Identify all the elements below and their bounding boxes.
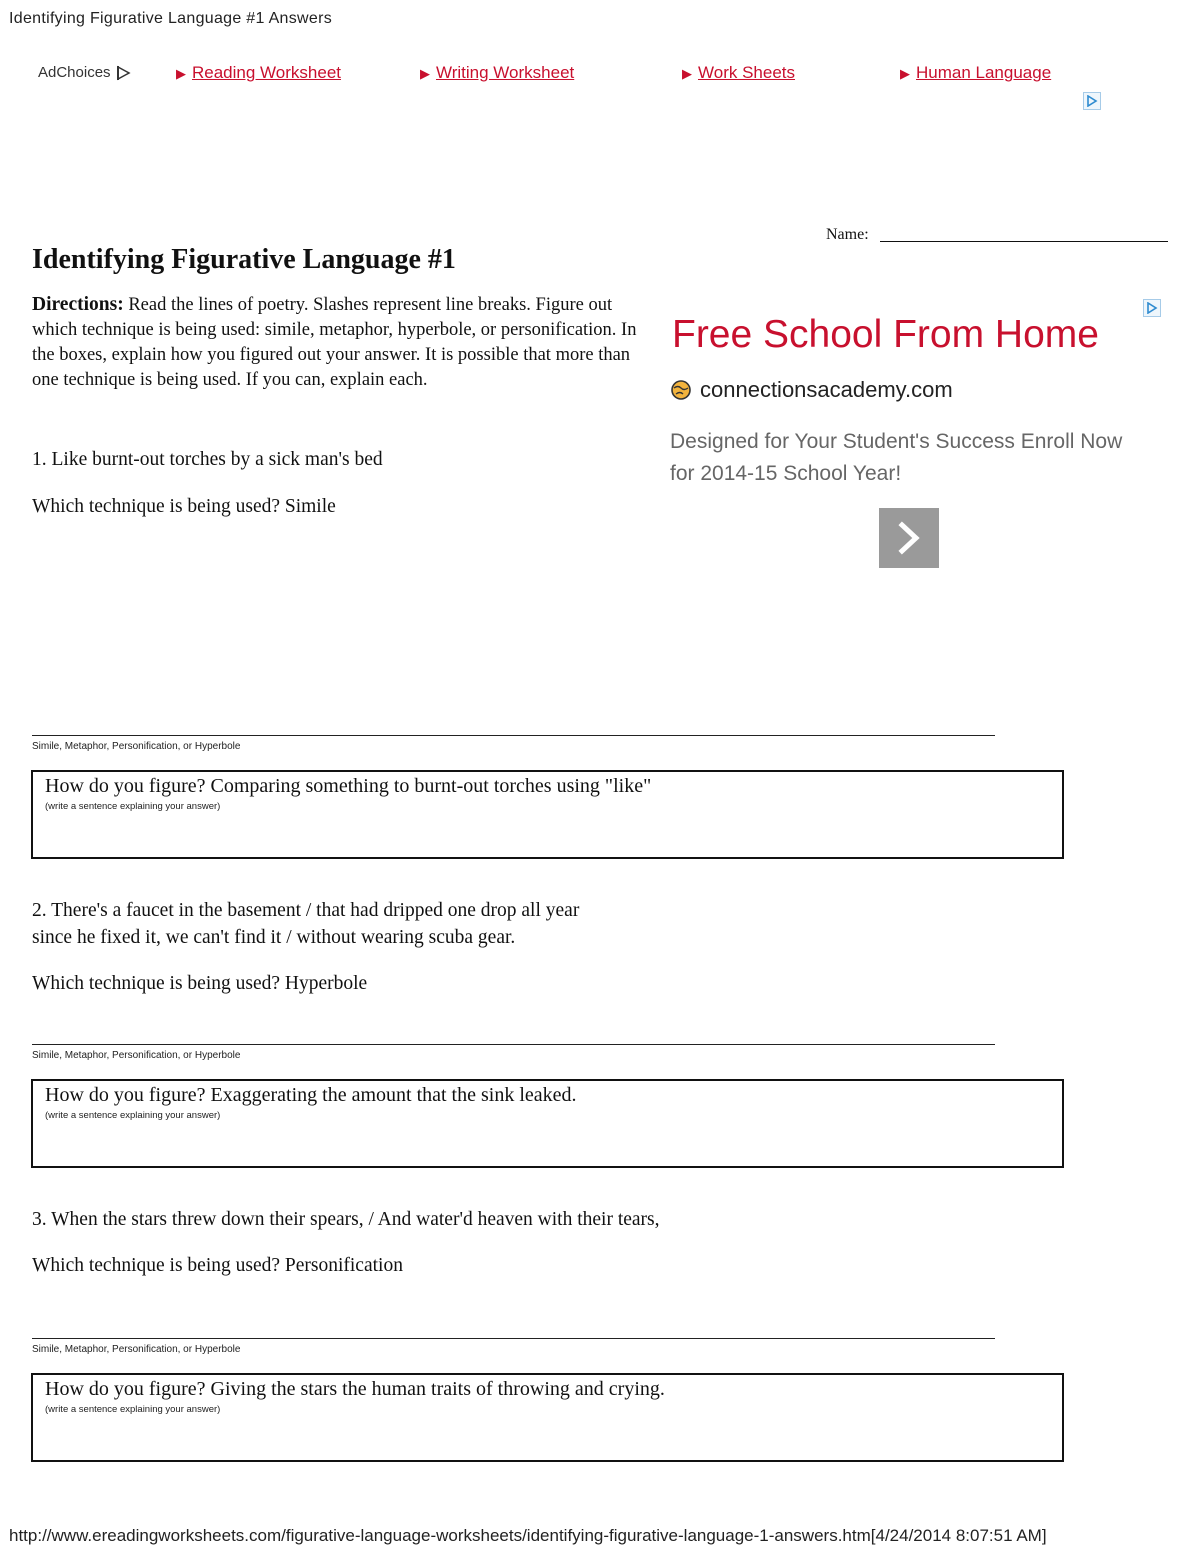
play-triangle-icon: ▶ [682, 66, 692, 81]
ad-link-reading-worksheet[interactable] [176, 63, 341, 83]
footer-url: http://www.ereadingworksheets.com/figurative-language-worksheets/identifying-figurative-language-1-answers.htm[4/24/2014 8:07:51 AM] [9, 1526, 1047, 1545]
answer-line[interactable] [32, 1044, 995, 1045]
ad-link-work-sheets[interactable] [682, 63, 795, 83]
answer-line[interactable] [32, 735, 995, 736]
explanation-text: How do you figure? Exaggerating the amount that the sink leaked. [45, 1084, 577, 1106]
explanation-hint: (write a sentence explaining your answer) [45, 801, 221, 812]
adchoices-icon[interactable] [1083, 92, 1101, 110]
play-triangle-icon: ▶ [900, 66, 910, 81]
explanation-hint: (write a sentence explaining your answer) [45, 1404, 221, 1415]
answer-line[interactable] [32, 1338, 995, 1339]
ad-link-label: Work Sheets [698, 63, 796, 82]
ad-link-human-language[interactable] [900, 63, 1051, 83]
directions [32, 292, 657, 393]
adchoices-label: AdChoices [38, 64, 111, 81]
directions-text: Read the lines of poetry. Slashes represent line breaks. Figure out which technique is being used: simile, metaphor, hyperbole, or personification. In the boxes, explain how you figured out your answer. It is possible that more than one technique is being used. If you can, explain each. [32, 295, 637, 390]
explanation-hint: (write a sentence explaining your answer) [45, 1110, 221, 1121]
question-2-text-line2: since he fixed it, we can't find it / without wearing scuba gear. [32, 927, 516, 948]
ad-description: Designed for Your Student's Success Enroll Now for 2014-15 School Year! [670, 430, 1123, 485]
adchoices-icon [115, 65, 131, 81]
question-1-text: 1. Like burnt-out torches by a sick man's bed [32, 449, 383, 470]
explanation-text: How do you figure? Giving the stars the human traits of throwing and crying. [45, 1378, 665, 1400]
explanation-box-2[interactable] [31, 1079, 1064, 1168]
ad-headline[interactable]: Free School From Home [672, 313, 1099, 356]
explanation-text: How do you figure? Comparing something to burnt-out torches using "like" [45, 775, 652, 797]
explanation-box-1[interactable] [31, 770, 1064, 859]
question-2-technique: Which technique is being used? Hyperbole [32, 973, 368, 994]
ad-link-label: Writing Worksheet [436, 63, 575, 82]
question-3-text: 3. When the stars threw down their spears, / And water'd heaven with their tears, [32, 1209, 660, 1230]
play-triangle-icon: ▶ [420, 66, 430, 81]
answer-caption: Simile, Metaphor, Personification, or Hyperbole [32, 741, 241, 752]
name-field[interactable] [880, 241, 1168, 242]
question-2-text: 2. There's a faucet in the basement / that had dripped one drop all year [32, 900, 580, 921]
explanation-box-3[interactable] [31, 1373, 1064, 1462]
ad-link-writing-worksheet[interactable] [420, 63, 574, 83]
answer-caption: Simile, Metaphor, Personification, or Hyperbole [32, 1344, 241, 1355]
adchoices[interactable] [38, 64, 131, 81]
ad-site-label: connectionsacademy.com [700, 377, 953, 402]
page-header-title: Identifying Figurative Language #1 Answers [9, 10, 333, 27]
worksheet-title: Identifying Figurative Language #1 [32, 244, 456, 275]
ad-link-label: Human Language [916, 63, 1052, 82]
chevron-right-icon [896, 521, 922, 555]
name-label: Name: [826, 226, 869, 243]
question-3-technique: Which technique is being used? Personification [32, 1255, 403, 1276]
play-triangle-icon: ▶ [176, 66, 186, 81]
ad-site[interactable] [670, 377, 953, 403]
directions-label: Directions: [32, 294, 124, 315]
answer-caption: Simile, Metaphor, Personification, or Hyperbole [32, 1050, 241, 1061]
adchoices-icon[interactable] [1143, 299, 1161, 317]
ad-link-label: Reading Worksheet [192, 63, 341, 82]
ad-go-button[interactable] [879, 508, 939, 568]
question-1-technique: Which technique is being used? Simile [32, 496, 336, 517]
globe-icon [670, 379, 692, 401]
